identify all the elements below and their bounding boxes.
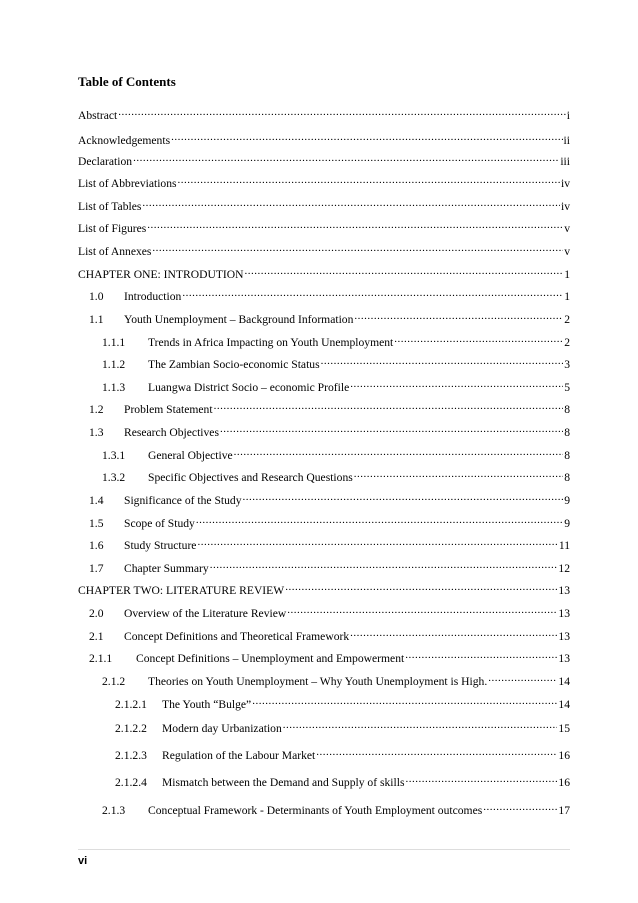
toc-entry-label: Problem Statement xyxy=(124,403,213,416)
toc-entry-page: v xyxy=(564,222,570,235)
toc-entry-page: 13 xyxy=(558,652,570,665)
dot-leader xyxy=(147,218,563,232)
dot-leader xyxy=(354,309,563,323)
toc-entry-1-5[interactable] xyxy=(89,513,570,531)
toc-entry-number: 1.1.1 xyxy=(102,336,126,349)
toc-entry-1-2[interactable] xyxy=(89,399,570,417)
dot-leader xyxy=(245,264,564,278)
toc-entry-page: v xyxy=(564,245,570,258)
toc-entry-page: 8 xyxy=(564,403,570,416)
toc-entry-number: 2.1.2 xyxy=(102,675,126,688)
toc-entry-page: 11 xyxy=(558,539,570,552)
toc-entry-chapter-one[interactable] xyxy=(78,264,570,282)
toc-entry-label: Declaration xyxy=(78,155,133,168)
toc-entry-page: iv xyxy=(560,177,570,190)
dot-leader xyxy=(197,535,557,549)
toc-entry-number: 2.1 xyxy=(89,630,104,643)
toc-entry-page: 5 xyxy=(564,381,570,394)
toc-entry-number: 2.0 xyxy=(89,607,104,620)
toc-entry-number: 1.1.2 xyxy=(102,358,126,371)
toc-entry-1-1-2[interactable] xyxy=(102,354,570,372)
toc-entry-label: List of Annexes xyxy=(78,245,152,258)
toc-entry-label: Research Objectives xyxy=(124,426,219,439)
toc-entry-1-3[interactable] xyxy=(89,422,570,440)
dot-leader xyxy=(405,772,557,786)
toc-entry-page: 2 xyxy=(564,313,570,326)
toc-entry-page: 9 xyxy=(564,517,570,530)
dot-leader xyxy=(488,671,557,685)
toc-entry-page: 8 xyxy=(564,426,570,439)
toc-entry-1-3-1[interactable] xyxy=(102,445,570,463)
toc-entry-page: 3 xyxy=(564,358,570,371)
toc-entry-label: General Objective xyxy=(148,449,233,462)
toc-entry-number: 1.5 xyxy=(89,517,104,530)
toc-title: Table of Contents xyxy=(78,74,176,89)
toc-entry-1-6[interactable] xyxy=(89,535,570,553)
toc-entry-declaration[interactable] xyxy=(78,151,570,169)
footer-page-number: vi xyxy=(78,855,88,867)
toc-entry-number: 2.1.2.3 xyxy=(115,749,147,762)
toc-entry-2-1-2-4[interactable] xyxy=(115,772,570,790)
toc-entry-list-of-annexes[interactable] xyxy=(78,241,570,259)
toc-entry-2-1-2[interactable] xyxy=(102,671,570,689)
toc-entry-label: Theories on Youth Unemployment – Why Youth Unemployment is High. xyxy=(148,675,488,688)
toc-entry-acknowledgements[interactable] xyxy=(78,130,570,148)
toc-entry-label: Luangwa District Socio – economic Profile xyxy=(148,381,350,394)
dot-leader xyxy=(210,558,558,572)
toc-entry-2-1[interactable] xyxy=(89,626,570,644)
toc-entry-number: 1.1.3 xyxy=(102,381,126,394)
toc-entry-label: List of Figures xyxy=(78,222,147,235)
toc-entry-1-3-2[interactable] xyxy=(102,467,570,485)
toc-entry-1-1-3[interactable] xyxy=(102,377,570,395)
toc-entry-page: i xyxy=(566,109,570,122)
dot-leader xyxy=(234,445,564,459)
toc-entry-page: 13 xyxy=(558,584,570,597)
toc-entry-label: Abstract xyxy=(78,109,118,122)
toc-entry-2-0[interactable] xyxy=(89,603,570,621)
dot-leader xyxy=(133,151,559,165)
dot-leader xyxy=(118,105,565,119)
toc-entry-number: 2.1.2.2 xyxy=(115,722,147,735)
toc-entry-label: CHAPTER ONE: INTRODUTION xyxy=(78,268,244,281)
toc-entry-page: 13 xyxy=(558,607,570,620)
toc-entry-chapter-two[interactable] xyxy=(78,580,570,598)
toc-entry-number: 1.3 xyxy=(89,426,104,439)
dot-leader xyxy=(252,694,557,708)
toc-entry-label: Modern day Urbanization xyxy=(162,722,282,735)
dot-leader xyxy=(321,354,564,368)
toc-entry-1-4[interactable] xyxy=(89,490,570,508)
dot-leader xyxy=(350,377,563,391)
toc-entry-number: 1.3.2 xyxy=(102,471,126,484)
toc-entry-label: Overview of the Literature Review xyxy=(124,607,287,620)
dot-leader xyxy=(220,422,563,436)
dot-leader xyxy=(178,173,560,187)
toc-entry-list-of-abbreviations[interactable] xyxy=(78,173,570,191)
toc-entry-label: Trends in Africa Impacting on Youth Unemployment xyxy=(148,336,394,349)
toc-entry-page: 8 xyxy=(564,471,570,484)
toc-entry-2-1-2-2[interactable] xyxy=(115,718,570,736)
toc-entry-page: 15 xyxy=(558,722,570,735)
toc-entry-label: Significance of the Study xyxy=(124,494,242,507)
toc-entry-2-1-2-3[interactable] xyxy=(115,745,570,763)
toc-entry-2-1-2-1[interactable] xyxy=(115,694,570,712)
toc-entry-number: 1.0 xyxy=(89,290,104,303)
toc-entry-label: Conceptual Framework - Determinants of Youth Employment outcomes xyxy=(148,804,483,817)
toc-entry-number: 1.7 xyxy=(89,562,104,575)
toc-entry-number: 1.4 xyxy=(89,494,104,507)
toc-entry-label: Specific Objectives and Research Questions xyxy=(148,471,353,484)
dot-leader xyxy=(350,626,557,640)
toc-entry-label: Acknowledgements xyxy=(78,134,171,147)
dot-leader xyxy=(152,241,563,255)
toc-entry-label: Youth Unemployment – Background Information xyxy=(124,313,354,326)
toc-entry-label: Mismatch between the Demand and Supply of skills xyxy=(162,776,405,789)
toc-entry-number: 1.1 xyxy=(89,313,104,326)
toc-entry-page: 8 xyxy=(564,449,570,462)
dot-leader xyxy=(394,332,563,346)
toc-entry-page: 2 xyxy=(564,336,570,349)
toc-entry-2-1-3[interactable] xyxy=(102,800,570,818)
toc-entry-1-1-1[interactable] xyxy=(102,332,570,350)
toc-entry-page: iv xyxy=(560,200,570,213)
toc-entry-number: 1.6 xyxy=(89,539,104,552)
toc-entry-label: Concept Definitions – Unemployment and Empowerment xyxy=(136,652,405,665)
dot-leader xyxy=(405,648,557,662)
dot-leader xyxy=(283,718,558,732)
dot-leader xyxy=(171,130,562,144)
toc-entry-page: 1 xyxy=(564,290,570,303)
toc-entry-label: List of Abbreviations xyxy=(78,177,177,190)
toc-entry-label: Introduction xyxy=(124,290,182,303)
dot-leader xyxy=(354,467,563,481)
toc-entry-label: Study Structure xyxy=(124,539,197,552)
toc-entry-page: 9 xyxy=(564,494,570,507)
toc-entry-1-1[interactable] xyxy=(89,309,570,327)
toc-entry-page: 13 xyxy=(558,630,570,643)
toc-entry-number: 2.1.3 xyxy=(102,804,126,817)
toc-entry-label: Chapter Summary xyxy=(124,562,209,575)
dot-leader xyxy=(214,399,564,413)
toc-entry-page: 16 xyxy=(558,749,570,762)
toc-entry-page: 14 xyxy=(558,675,570,688)
footer-divider xyxy=(78,849,570,850)
toc-entry-1-7[interactable] xyxy=(89,558,570,576)
toc-entry-page: 1 xyxy=(564,268,570,281)
dot-leader xyxy=(483,800,557,814)
toc-entry-page: 12 xyxy=(558,562,570,575)
toc-entry-label: Regulation of the Labour Market xyxy=(162,749,316,762)
toc-entry-label: CHAPTER TWO: LITERATURE REVIEW xyxy=(78,584,285,597)
toc-entry-number: 1.3.1 xyxy=(102,449,126,462)
toc-entry-number: 2.1.1 xyxy=(89,652,113,665)
toc-entry-list-of-figures[interactable] xyxy=(78,218,570,236)
dot-leader xyxy=(142,196,560,210)
toc-entry-label: The Zambian Socio-economic Status xyxy=(148,358,320,371)
toc-entry-number: 2.1.2.4 xyxy=(115,776,147,789)
toc-entry-page: 14 xyxy=(558,698,570,711)
toc-entry-2-1-1[interactable] xyxy=(89,648,570,666)
dot-leader xyxy=(285,580,557,594)
toc-entry-list-of-tables[interactable] xyxy=(78,196,570,214)
toc-entry-page: 17 xyxy=(558,804,570,817)
toc-entry-label: The Youth “Bulge” xyxy=(162,698,252,711)
toc-entry-page: iii xyxy=(560,155,570,168)
toc-entry-abstract[interactable] xyxy=(78,105,570,123)
toc-entry-page: 16 xyxy=(558,776,570,789)
dot-leader xyxy=(316,745,557,759)
dot-leader xyxy=(287,603,557,617)
dot-leader xyxy=(243,490,564,504)
toc-entry-1-0[interactable] xyxy=(89,286,570,304)
toc-entry-label: Scope of Study xyxy=(124,517,195,530)
dot-leader xyxy=(182,286,563,300)
toc-entry-label: List of Tables xyxy=(78,200,142,213)
dot-leader xyxy=(196,513,563,527)
toc-entry-number: 2.1.2.1 xyxy=(115,698,147,711)
toc-entry-page: ii xyxy=(563,134,570,147)
toc-entry-number: 1.2 xyxy=(89,403,104,416)
toc-entry-label: Concept Definitions and Theoretical Framework xyxy=(124,630,350,643)
